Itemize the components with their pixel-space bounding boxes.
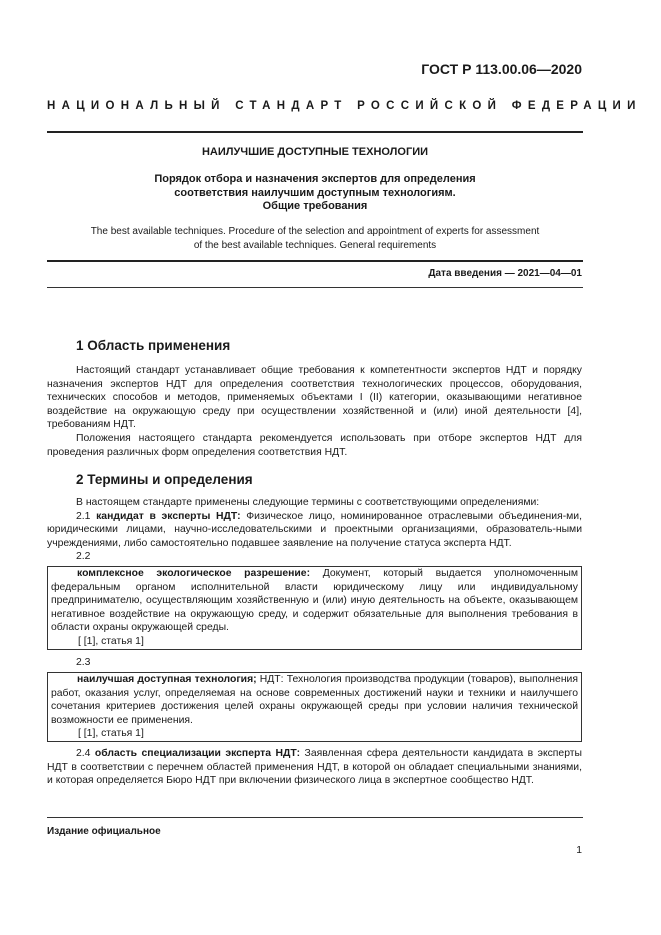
term-number: 2.1 — [76, 510, 97, 522]
subtitle-line: соответствия наилучшим доступным технологиям. — [174, 186, 456, 199]
top-rule — [47, 131, 583, 133]
standard-subtitle — [47, 173, 583, 214]
paragraph: Настоящий стандарт устанавливает общие требования к компетентности экспертов НДТ и порядку назначения экспертов НДТ для определения соответствия технологических процессов, оборудования, технических способов и методов, применяемых объектами I (II) категории, оказывающими негативное воздействие на окружающую среду при осуществлении хозяйственной и (или) иной деятельности [4], требованиям НДТ. — [47, 365, 582, 431]
term-2-3 — [48, 673, 581, 727]
section-2-heading: 2 Термины и определения — [76, 472, 253, 487]
section-1-body — [47, 364, 582, 459]
english-title-line: The best available techniques. Procedure of the selection and appointment of experts for assessment — [90, 226, 540, 237]
standard-title: НАИЛУЧШИЕ ДОСТУПНЫЕ ТЕХНОЛОГИИ — [201, 146, 428, 158]
section-1-heading: 1 Область применения — [76, 338, 231, 353]
subtitle-line: Порядок отбора и назначения экспертов для определения — [154, 173, 476, 185]
term-number: 2.4 — [76, 748, 95, 759]
term-2-2-box — [47, 566, 582, 650]
term-definition: Физическое лицо, номинированное отраслевыми объединения-ми, юридическими лицами, научно-исследовательскими и проектными организациями, образователь-ными учреждениями, либо самостоятельно подавшее заявление на получение статуса эксперта НДТ. — [47, 510, 582, 549]
paragraph: Положения настоящего стандарта рекомендуется использовать при отборе экспертов НДТ для проведения различных форм определения соответствия НДТ. — [47, 432, 582, 458]
footer-rule — [47, 817, 583, 818]
term-source: [ [1], статья 1] — [78, 635, 144, 647]
term-2-2-number: 2.2 — [76, 551, 91, 562]
term-2-4-block — [47, 747, 582, 788]
term-2-4 — [47, 747, 582, 788]
term-definition: Документ, который выдается уполномоченным федеральным органом исполнительной власти юридическому лицу или индивидуальному предпринимателю, осуществляющим хозяйственную и (или) иную деятельность на объекте, оказывающем негативное воздействие на окружающую среду, и содержит обязательные для выполнения требования в области охраны окружающей среды. — [51, 568, 578, 634]
term-name: кандидат в эксперты НДТ: — [96, 510, 241, 522]
date-rule — [47, 287, 583, 288]
subtitle-line: Общие требования — [262, 200, 368, 212]
official-edition-label: Издание официальное — [47, 826, 161, 837]
term-2-3-number: 2.3 — [76, 657, 91, 668]
introduction-date: Дата введения — 2021—04—01 — [428, 268, 582, 279]
term-2-2 — [48, 567, 581, 635]
term-2-1 — [47, 510, 582, 551]
english-title — [47, 225, 583, 252]
term-definition: НДТ: Технология производства продукции (товаров), выполнения работ, оказания услуг, определяемая на основе современных достижений науки и техники и наилучшего сочетания критериев достижения целей охраны окружающей среды при условии наличия технической возможности ее применения. — [51, 674, 578, 726]
page-number: 1 — [576, 845, 582, 856]
term-name: наилучшая доступная технология; — [77, 674, 257, 685]
paragraph: В настоящем стандарте применены следующие термины с соответствующими определениями: — [76, 497, 540, 508]
section-2-intro — [47, 496, 582, 550]
document-code: ГОСТ Р 113.00.06—2020 — [421, 61, 582, 77]
english-title-line: of the best available techniques. General requirements — [193, 239, 437, 251]
title-rule — [47, 260, 583, 262]
national-standard-banner: НАЦИОНАЛЬНЫЙ СТАНДАРТ РОССИЙСКОЙ ФЕДЕРАЦИИ — [47, 100, 642, 112]
term-name: комплексное экологическое разрешение: — [77, 568, 311, 579]
term-name: область специализации эксперта НДТ: — [94, 748, 301, 759]
term-definition: Заявленная сфера деятельности кандидата в эксперты НДТ в соответствии с перечнем областей применения НДТ, в которой он обладает специальными знаниями, и которая определяется Бюро НДТ при включении физического лица в экспертное сообщество НДТ. — [47, 748, 582, 787]
term-2-3-box — [47, 672, 582, 742]
term-source: [ [1], статья 1] — [78, 728, 144, 740]
